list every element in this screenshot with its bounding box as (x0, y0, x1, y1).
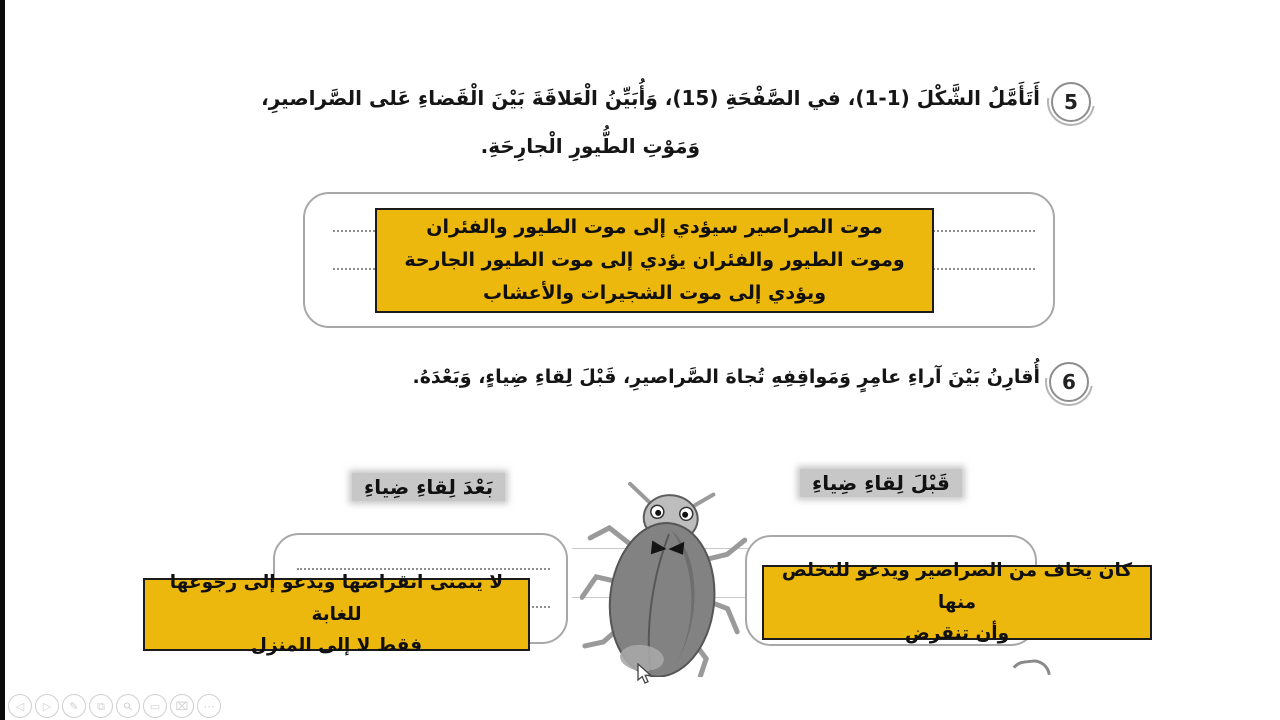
answer-overlay-before (762, 559, 1152, 645)
question-6-number (1049, 362, 1089, 402)
answer-overlay-after (143, 571, 530, 657)
question-5-text-line1: أَتَأَمَّلُ الشَّكْلَ (1-1)، في الصَّفْحَةِ (15)، وَأُبَيِّنُ الْعَلاقَةَ بَيْنَ الْقَضاءِ عَلى الصَّراصيرِ، (261, 86, 1040, 110)
next-question-arc (1007, 658, 1051, 679)
before-answer-line: كان يخاف من الصراصير ويدعو للتخلص منها (781, 559, 1133, 613)
pen-icon[interactable]: ✎ (62, 694, 86, 718)
question-5-number (1051, 82, 1091, 122)
question-5-number-text: 5 (1064, 90, 1078, 114)
left-edge-strip (0, 0, 5, 720)
camera-off-icon[interactable]: ⌧ (170, 694, 194, 718)
mouse-cursor (637, 663, 654, 685)
previous-icon[interactable]: ◁ (8, 694, 32, 718)
label-after-meeting: بَعْدَ لِقاءِ ضِياءِ (352, 473, 505, 501)
cockroach-svg (580, 482, 750, 677)
search-icon[interactable]: ⚲ (116, 694, 140, 718)
label-before-meeting: قَبْلَ لِقاءِ ضِياءِ (800, 469, 962, 497)
slides-icon[interactable]: ▭ (143, 694, 167, 718)
cockroach-illustration (580, 482, 750, 677)
question-5-text-line2: وَمَوْتِ الطُّيورِ الْجارِحَةِ. (480, 134, 700, 158)
after-answer-line: لا يتمنى انقراضها ويدعو إلى رجوعها للغابة (169, 571, 504, 625)
q5-answer-line: وموت الطيور والفئران يؤدي إلى موت الطيور الجارحة (404, 249, 905, 272)
before-answer-line: وأن تنقرض (904, 623, 1010, 645)
after-answer-line: فقط لا إلى المنزل (250, 635, 423, 657)
copy-icon[interactable]: ⧉ (89, 694, 113, 718)
q5-answer-line: موت الصراصير سيؤدي إلى موت الطيور والفئران (426, 216, 883, 239)
q5-answer-line: ويؤدي إلى موت الشجيرات والأعشاب (483, 281, 826, 304)
player-toolbar (8, 694, 221, 718)
more-icon[interactable]: ⋯ (197, 694, 221, 718)
answer-overlay-q5 (375, 208, 934, 313)
next-icon[interactable]: ▷ (35, 694, 59, 718)
question-6-number-text: 6 (1062, 370, 1076, 394)
question-6-text: أُقارِنُ بَيْنَ آراءِ عامِرٍ وَمَواقِفِهِ تُجاهَ الصَّراصيرِ، قَبْلَ لِقاءِ ضِياءٍ، وَبَعْدَهُ. (412, 366, 1040, 388)
cursor-icon (637, 663, 654, 685)
